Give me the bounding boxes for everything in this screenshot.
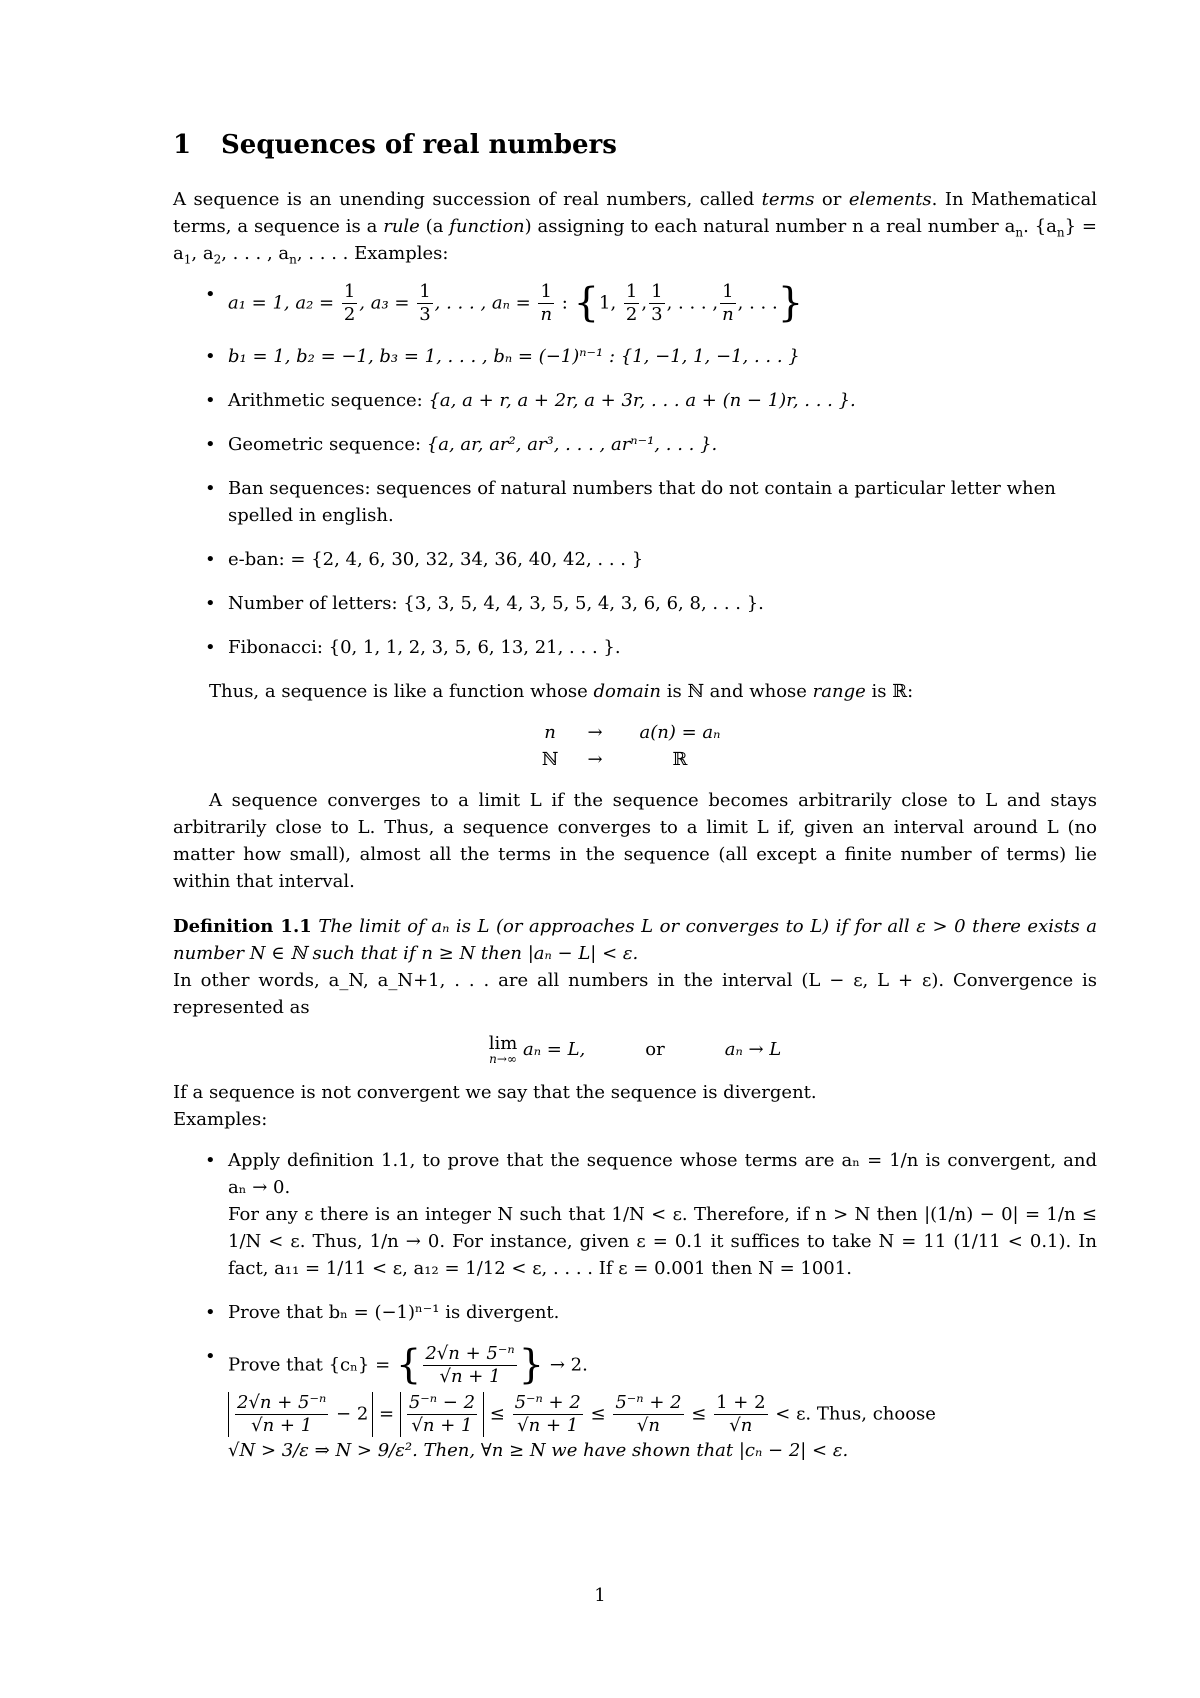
math-text: a₁ = 1, a₂ = xyxy=(228,292,340,314)
absolute-value xyxy=(400,1392,484,1437)
right-brace: } xyxy=(518,1342,545,1388)
other-words-paragraph: In other words, a_N, a_N+1, . . . are all numbers in the interval (L − ε, L + ε). Convergence is represented as xyxy=(173,970,1097,1018)
mapping-display xyxy=(173,719,1097,773)
math-text: : xyxy=(556,292,574,314)
list-item xyxy=(173,590,1097,617)
math-text: , . . . , aₙ = xyxy=(434,292,537,314)
numerator: 5⁻ⁿ + 2 xyxy=(514,1392,581,1413)
fraction xyxy=(342,281,357,326)
fraction xyxy=(624,281,639,326)
term-function: function xyxy=(449,216,525,237)
math-text: b₁ = 1, b₂ = −1, b₃ = 1, . . . , bₙ = (−1)ⁿ⁻¹ : {1, −1, 1, −1, . . . } xyxy=(228,346,800,367)
subscript: 2 xyxy=(213,252,222,267)
left-brace: { xyxy=(573,280,600,326)
lim-subscript: n→∞ xyxy=(489,1052,517,1066)
numerator: 2√n + 5⁻ⁿ xyxy=(237,1392,327,1413)
map-left: n xyxy=(544,722,556,743)
fraction xyxy=(423,1343,516,1388)
lim-expression: aₙ = L, xyxy=(517,1039,586,1060)
math-text: ≤ xyxy=(685,1403,713,1425)
mapping-row xyxy=(173,719,1097,746)
definition-label: Definition 1.1 xyxy=(173,916,312,937)
math-text: , a₃ = xyxy=(359,292,416,314)
item-label: Arithmetic sequence: xyxy=(228,390,429,411)
lim-text: lim xyxy=(488,1033,518,1054)
denominator: √n xyxy=(636,1415,660,1436)
proof-examples-list xyxy=(173,1147,1097,1464)
term-elements: elements xyxy=(848,189,932,210)
item-label: Number of letters: xyxy=(228,593,404,614)
denominator: √n + 1 xyxy=(439,1366,501,1387)
item-label: Fibonacci: xyxy=(228,637,329,658)
denominator: √n xyxy=(729,1415,753,1436)
fraction xyxy=(720,281,736,326)
intro-paragraph xyxy=(173,186,1097,267)
domain-range-paragraph xyxy=(173,678,1097,705)
intro-text: . In Mathematical terms, a sequence is a xyxy=(173,189,1097,237)
page-number: 1 xyxy=(594,1585,606,1606)
convergence-paragraph: A sequence converges to a limit L if the sequence becomes arbitrarily close to L and stays arbitrarily close to L. Thus, a sequence converges to a limit L if, given an interval around L (no matter how small), almost all the terms in the sequence (all except a finite number of terms) lie within that interval. xyxy=(173,790,1097,892)
term-range: range xyxy=(812,681,866,702)
math-text: < ε. Thus, choose xyxy=(769,1403,936,1425)
fraction xyxy=(613,1392,683,1437)
lim-operator xyxy=(489,1035,518,1065)
numerator: 1 xyxy=(625,281,638,302)
intro-text: ) assigning to each natural number n a real number a xyxy=(524,216,1016,237)
denominator: n xyxy=(540,304,553,325)
subscript: n xyxy=(1015,225,1024,240)
numerator: 1 xyxy=(651,281,663,302)
list-item xyxy=(173,634,1097,661)
fraction xyxy=(538,281,554,326)
numerator: 5⁻ⁿ − 2 xyxy=(408,1392,476,1413)
list-item xyxy=(173,431,1097,458)
numerator: 1 xyxy=(419,281,431,302)
numerator: 1 xyxy=(538,281,554,304)
left-brace: { xyxy=(395,1342,422,1388)
denominator: √n + 1 xyxy=(251,1415,313,1436)
numerator: 2√n + 5⁻ⁿ xyxy=(425,1343,515,1364)
text: is ℝ: xyxy=(865,681,914,702)
math-text: {0, 1, 1, 2, 3, 5, 6, 13, 21, . . . }. xyxy=(328,637,621,658)
math-text: → 2. xyxy=(544,1354,588,1376)
map-arrow: → xyxy=(587,722,603,743)
fraction xyxy=(714,1392,767,1437)
term-domain: domain xyxy=(593,681,662,702)
math-text: ≤ xyxy=(584,1403,612,1425)
denominator: 2 xyxy=(625,304,638,325)
math-text: − 2 xyxy=(330,1403,369,1425)
mapping-row xyxy=(173,746,1097,773)
example-proof xyxy=(228,1392,1097,1437)
denominator: √n + 1 xyxy=(411,1415,473,1436)
math-text: {3, 3, 5, 4, 4, 3, 5, 5, 4, 3, 6, 6, 8, . . . }. xyxy=(403,593,764,614)
text: is ℕ and whose xyxy=(661,681,813,702)
example-statement: Prove that bₙ = (−1)ⁿ⁻¹ is divergent. xyxy=(228,1302,560,1323)
examples-list xyxy=(173,281,1097,661)
section-heading xyxy=(173,128,1097,162)
example-statement xyxy=(228,1343,1097,1388)
list-item: • a₁ = 1, a₂ = $\frac{1}{2}$ , a₃ = $\frac{1}{3}$ , . . . , aₙ = $\frac{1}{n}$ : {1, $\frac{1}{2}$ , $\frac{1}{3}$ , . . . , $\frac{1}{n}$ , . . .} xyxy=(173,281,1097,326)
list-item xyxy=(173,343,1097,370)
alt-expression: aₙ → L xyxy=(724,1039,782,1060)
divergent-paragraph: If a sequence is not convergent we say that the sequence is divergent. xyxy=(173,1082,817,1103)
map-right: ℝ xyxy=(672,749,688,770)
examples-label: Examples: xyxy=(173,1109,268,1130)
map-right: a(n) = aₙ xyxy=(639,722,721,743)
numerator: 1 xyxy=(343,281,356,302)
item-text: Ban sequences: sequences of natural numbers that do not contain a particular letter when spelled in english. xyxy=(228,478,1056,526)
section-title: Sequences of real numbers xyxy=(221,130,617,160)
denominator: n xyxy=(722,304,734,325)
section-number: 1 xyxy=(173,130,192,160)
math-text: Prove that {cₙ} = xyxy=(228,1354,396,1376)
list-item xyxy=(173,475,1097,529)
example-proof: For any ε there is an integer N such that 1/N < ε. Therefore, if n > N then |(1/n) − 0| = 1/n ≤ 1/N < ε. Thus, 1/n → 0. For instance, given ε = 0.1 it suffices to take N = 11 (1/11 < 0.1). In fact, a₁₁ = 1/11 < ε, a₁₂ = 1/12 < ε, . . . . If ε = 0.001 then N = 1001. xyxy=(228,1204,1097,1279)
term-rule: rule xyxy=(383,216,420,237)
example-conclusion: √N > 3/ε ⇒ N > 9/ε². Then, ∀n ≥ N we have shown that |cₙ − 2| < ε. xyxy=(228,1440,849,1461)
subscript: n xyxy=(1056,225,1065,240)
intro-text: , . . . , a xyxy=(221,243,290,264)
fraction xyxy=(513,1392,583,1437)
math-text: 1, xyxy=(599,292,622,314)
list-item xyxy=(173,546,1097,573)
denominator: 2 xyxy=(343,304,356,325)
absolute-value xyxy=(228,1392,373,1437)
or-word: or xyxy=(645,1039,665,1060)
math-text: {a, ar, ar², ar³, . . . , arⁿ⁻¹, . . . }. xyxy=(426,434,718,455)
limit-display xyxy=(173,1035,1097,1065)
intro-text: , . . . . Examples: xyxy=(296,243,449,264)
intro-text: or xyxy=(814,189,849,210)
intro-text: } = a xyxy=(173,216,1097,264)
subscript: n xyxy=(289,252,297,267)
text: Thus, a sequence is like a function whose xyxy=(209,681,594,702)
math-text: , . . . xyxy=(737,292,778,314)
math-text: = xyxy=(373,1403,400,1425)
denominator: √n + 1 xyxy=(517,1415,579,1436)
intro-text: . {a xyxy=(1023,216,1057,237)
term-terms: terms xyxy=(761,189,815,210)
page-content xyxy=(173,128,1097,1481)
definition-text: The limit of aₙ is L (or approaches L or converges to L) if for all ε > 0 there exists a number N ∈ ℕ such that if n ≥ N then |aₙ − L| < ε. xyxy=(173,916,1097,964)
math-text: {a, a + r, a + 2r, a + 3r, . . . a + (n − 1)r, . . . }. xyxy=(428,390,856,411)
list-item xyxy=(173,387,1097,414)
fraction xyxy=(417,281,432,326)
item-label: Geometric sequence: xyxy=(228,434,427,455)
fraction xyxy=(649,281,664,326)
intro-text: A sequence is an unending succession of real numbers, called xyxy=(173,189,762,210)
subscript: 1 xyxy=(183,252,192,267)
intro-text: (a xyxy=(419,216,450,237)
right-brace: } xyxy=(777,280,804,326)
math-text: ≤ xyxy=(484,1403,511,1425)
definition-block xyxy=(173,913,1097,967)
map-arrow: → xyxy=(587,749,603,770)
denominator: 3 xyxy=(419,304,431,325)
numerator: 5⁻ⁿ + 2 xyxy=(615,1392,682,1413)
example-statement: • Apply definition 1.1, to prove that the sequence whose terms are aₙ = 1/n is convergent, and aₙ → 0. xyxy=(228,1150,1097,1198)
numerator: 1 xyxy=(720,281,736,304)
math-text: = {2, 4, 6, 30, 32, 34, 36, 40, 42, . . . } xyxy=(290,549,644,570)
fraction xyxy=(235,1392,328,1437)
list-item xyxy=(173,1147,1097,1282)
intro-text: , a xyxy=(191,243,214,264)
denominator: 3 xyxy=(651,304,663,325)
item-label: e-ban: xyxy=(228,549,291,570)
fraction xyxy=(407,1392,477,1437)
list-item xyxy=(173,1299,1097,1326)
numerator: 1 + 2 xyxy=(716,1392,766,1413)
list-item xyxy=(173,1343,1097,1464)
map-left: ℕ xyxy=(541,749,559,770)
